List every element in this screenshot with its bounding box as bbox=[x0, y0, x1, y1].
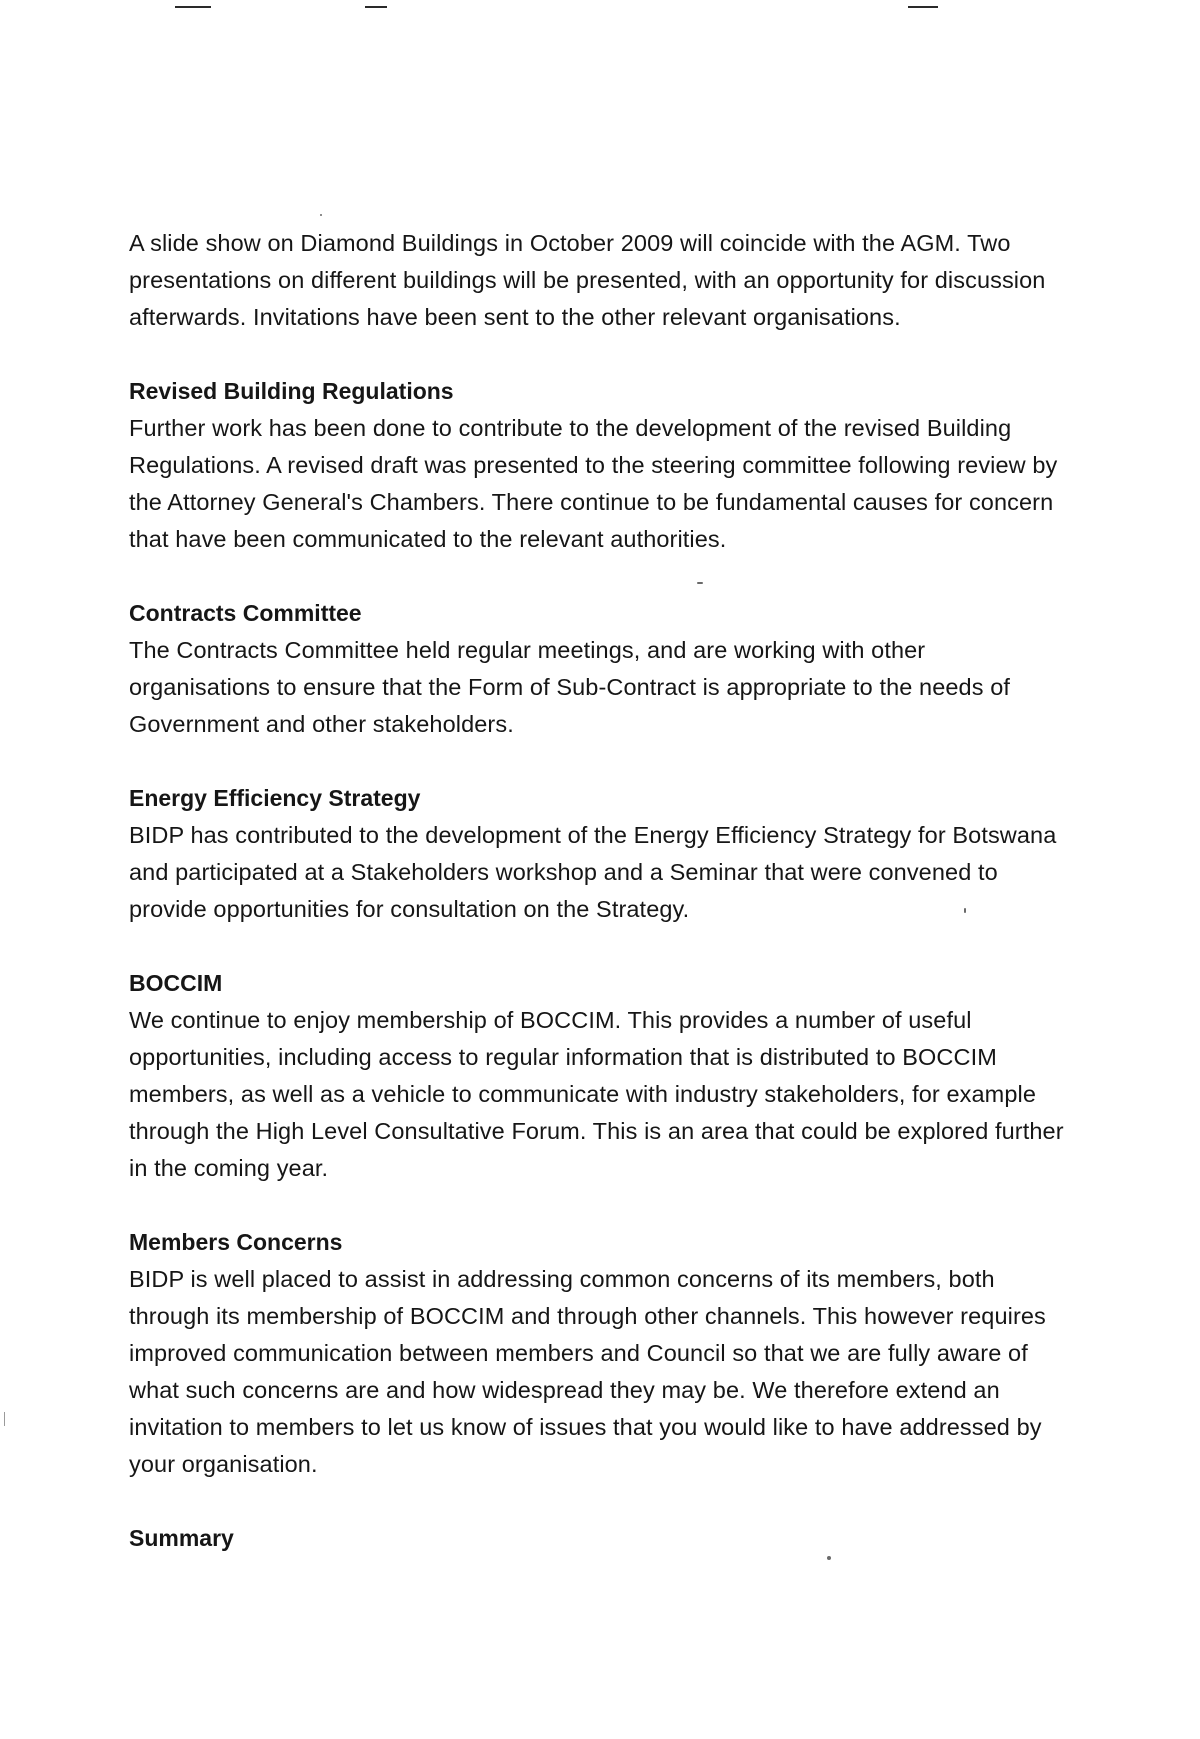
section-heading-boccim: BOCCIM bbox=[129, 970, 223, 996]
paragraph-line: members, as well as a vehicle to communicate with industry stakeholders, for example bbox=[129, 1081, 1036, 1107]
section-heading-members-concerns: Members Concerns bbox=[129, 1229, 343, 1255]
intro-paragraph bbox=[129, 225, 1129, 336]
paragraph-line: BIDP has contributed to the development of the Energy Efficiency Strategy for Botswana bbox=[129, 822, 1057, 848]
paragraph-line: invitation to members to let us know of issues that you would like to have addressed by bbox=[129, 1414, 1042, 1440]
paragraph-line: improved communication between members and Council so that we are fully aware of bbox=[129, 1340, 1028, 1366]
paragraph-line: We continue to enjoy membership of BOCCIM. This provides a number of useful bbox=[129, 1007, 972, 1033]
section-spacer bbox=[129, 558, 1129, 595]
paragraph-line: Government and other stakeholders. bbox=[129, 711, 514, 737]
paragraph-line: opportunities, including access to regular information that is distributed to BOCCIM bbox=[129, 1044, 997, 1070]
scan-speck bbox=[4, 1412, 5, 1426]
paragraph-line: the Attorney General's Chambers. There continue to be fundamental causes for concern bbox=[129, 489, 1054, 515]
section-spacer bbox=[129, 1483, 1129, 1520]
section-paragraph-revised-building-regulations bbox=[129, 410, 1129, 558]
section-paragraph-contracts-committee bbox=[129, 632, 1129, 743]
section-paragraph-boccim bbox=[129, 1002, 1129, 1187]
paragraph-line: A slide show on Diamond Buildings in October 2009 will coincide with the AGM. Two bbox=[129, 230, 1011, 256]
paragraph-line: Regulations. A revised draft was presented to the steering committee following review by bbox=[129, 452, 1058, 478]
section-heading-contracts-committee: Contracts Committee bbox=[129, 600, 362, 626]
section-spacer bbox=[129, 1187, 1129, 1224]
section-spacer bbox=[129, 336, 1129, 373]
section-heading-revised-building-regulations: Revised Building Regulations bbox=[129, 378, 454, 404]
paragraph-line: BIDP is well placed to assist in addressing common concerns of its members, both bbox=[129, 1266, 995, 1292]
paragraph-line: organisations to ensure that the Form of Sub-Contract is appropriate to the needs of bbox=[129, 674, 1011, 700]
paragraph-line: in the coming year. bbox=[129, 1155, 329, 1181]
paragraph-line: provide opportunities for consultation on the Strategy. bbox=[129, 896, 690, 922]
scan-artifact-mark bbox=[175, 6, 211, 8]
paragraph-line: through its membership of BOCCIM and through other channels. This however requires bbox=[129, 1303, 1046, 1329]
paragraph-line: through the High Level Consultative Forum. This is an area that could be explored further bbox=[129, 1118, 1064, 1144]
paragraph-line: your organisation. bbox=[129, 1451, 318, 1477]
paragraph-line: The Contracts Committee held regular meetings, and are working with other bbox=[129, 637, 926, 663]
paragraph-line: Further work has been done to contribute to the development of the revised Building bbox=[129, 415, 1012, 441]
section-heading-summary: Summary bbox=[129, 1525, 234, 1551]
scan-speck bbox=[320, 214, 322, 216]
scan-artifact-mark bbox=[365, 6, 387, 8]
paragraph-line: and participated at a Stakeholders workshop and a Seminar that were convened to bbox=[129, 859, 998, 885]
section-paragraph-energy-efficiency-strategy bbox=[129, 817, 1129, 928]
section-paragraph-members-concerns bbox=[129, 1261, 1129, 1483]
document-body bbox=[129, 225, 1129, 1557]
scan-artifact-mark bbox=[908, 6, 938, 8]
section-spacer bbox=[129, 743, 1129, 780]
paragraph-line: what such concerns are and how widespread they may be. We therefore extend an bbox=[129, 1377, 1000, 1403]
paragraph-line: that have been communicated to the relevant authorities. bbox=[129, 526, 727, 552]
paragraph-line: presentations on different buildings will be presented, with an opportunity for discussion bbox=[129, 267, 1046, 293]
section-spacer bbox=[129, 928, 1129, 965]
section-heading-energy-efficiency-strategy: Energy Efficiency Strategy bbox=[129, 785, 421, 811]
paragraph-line: afterwards. Invitations have been sent to the other relevant organisations. bbox=[129, 304, 901, 330]
